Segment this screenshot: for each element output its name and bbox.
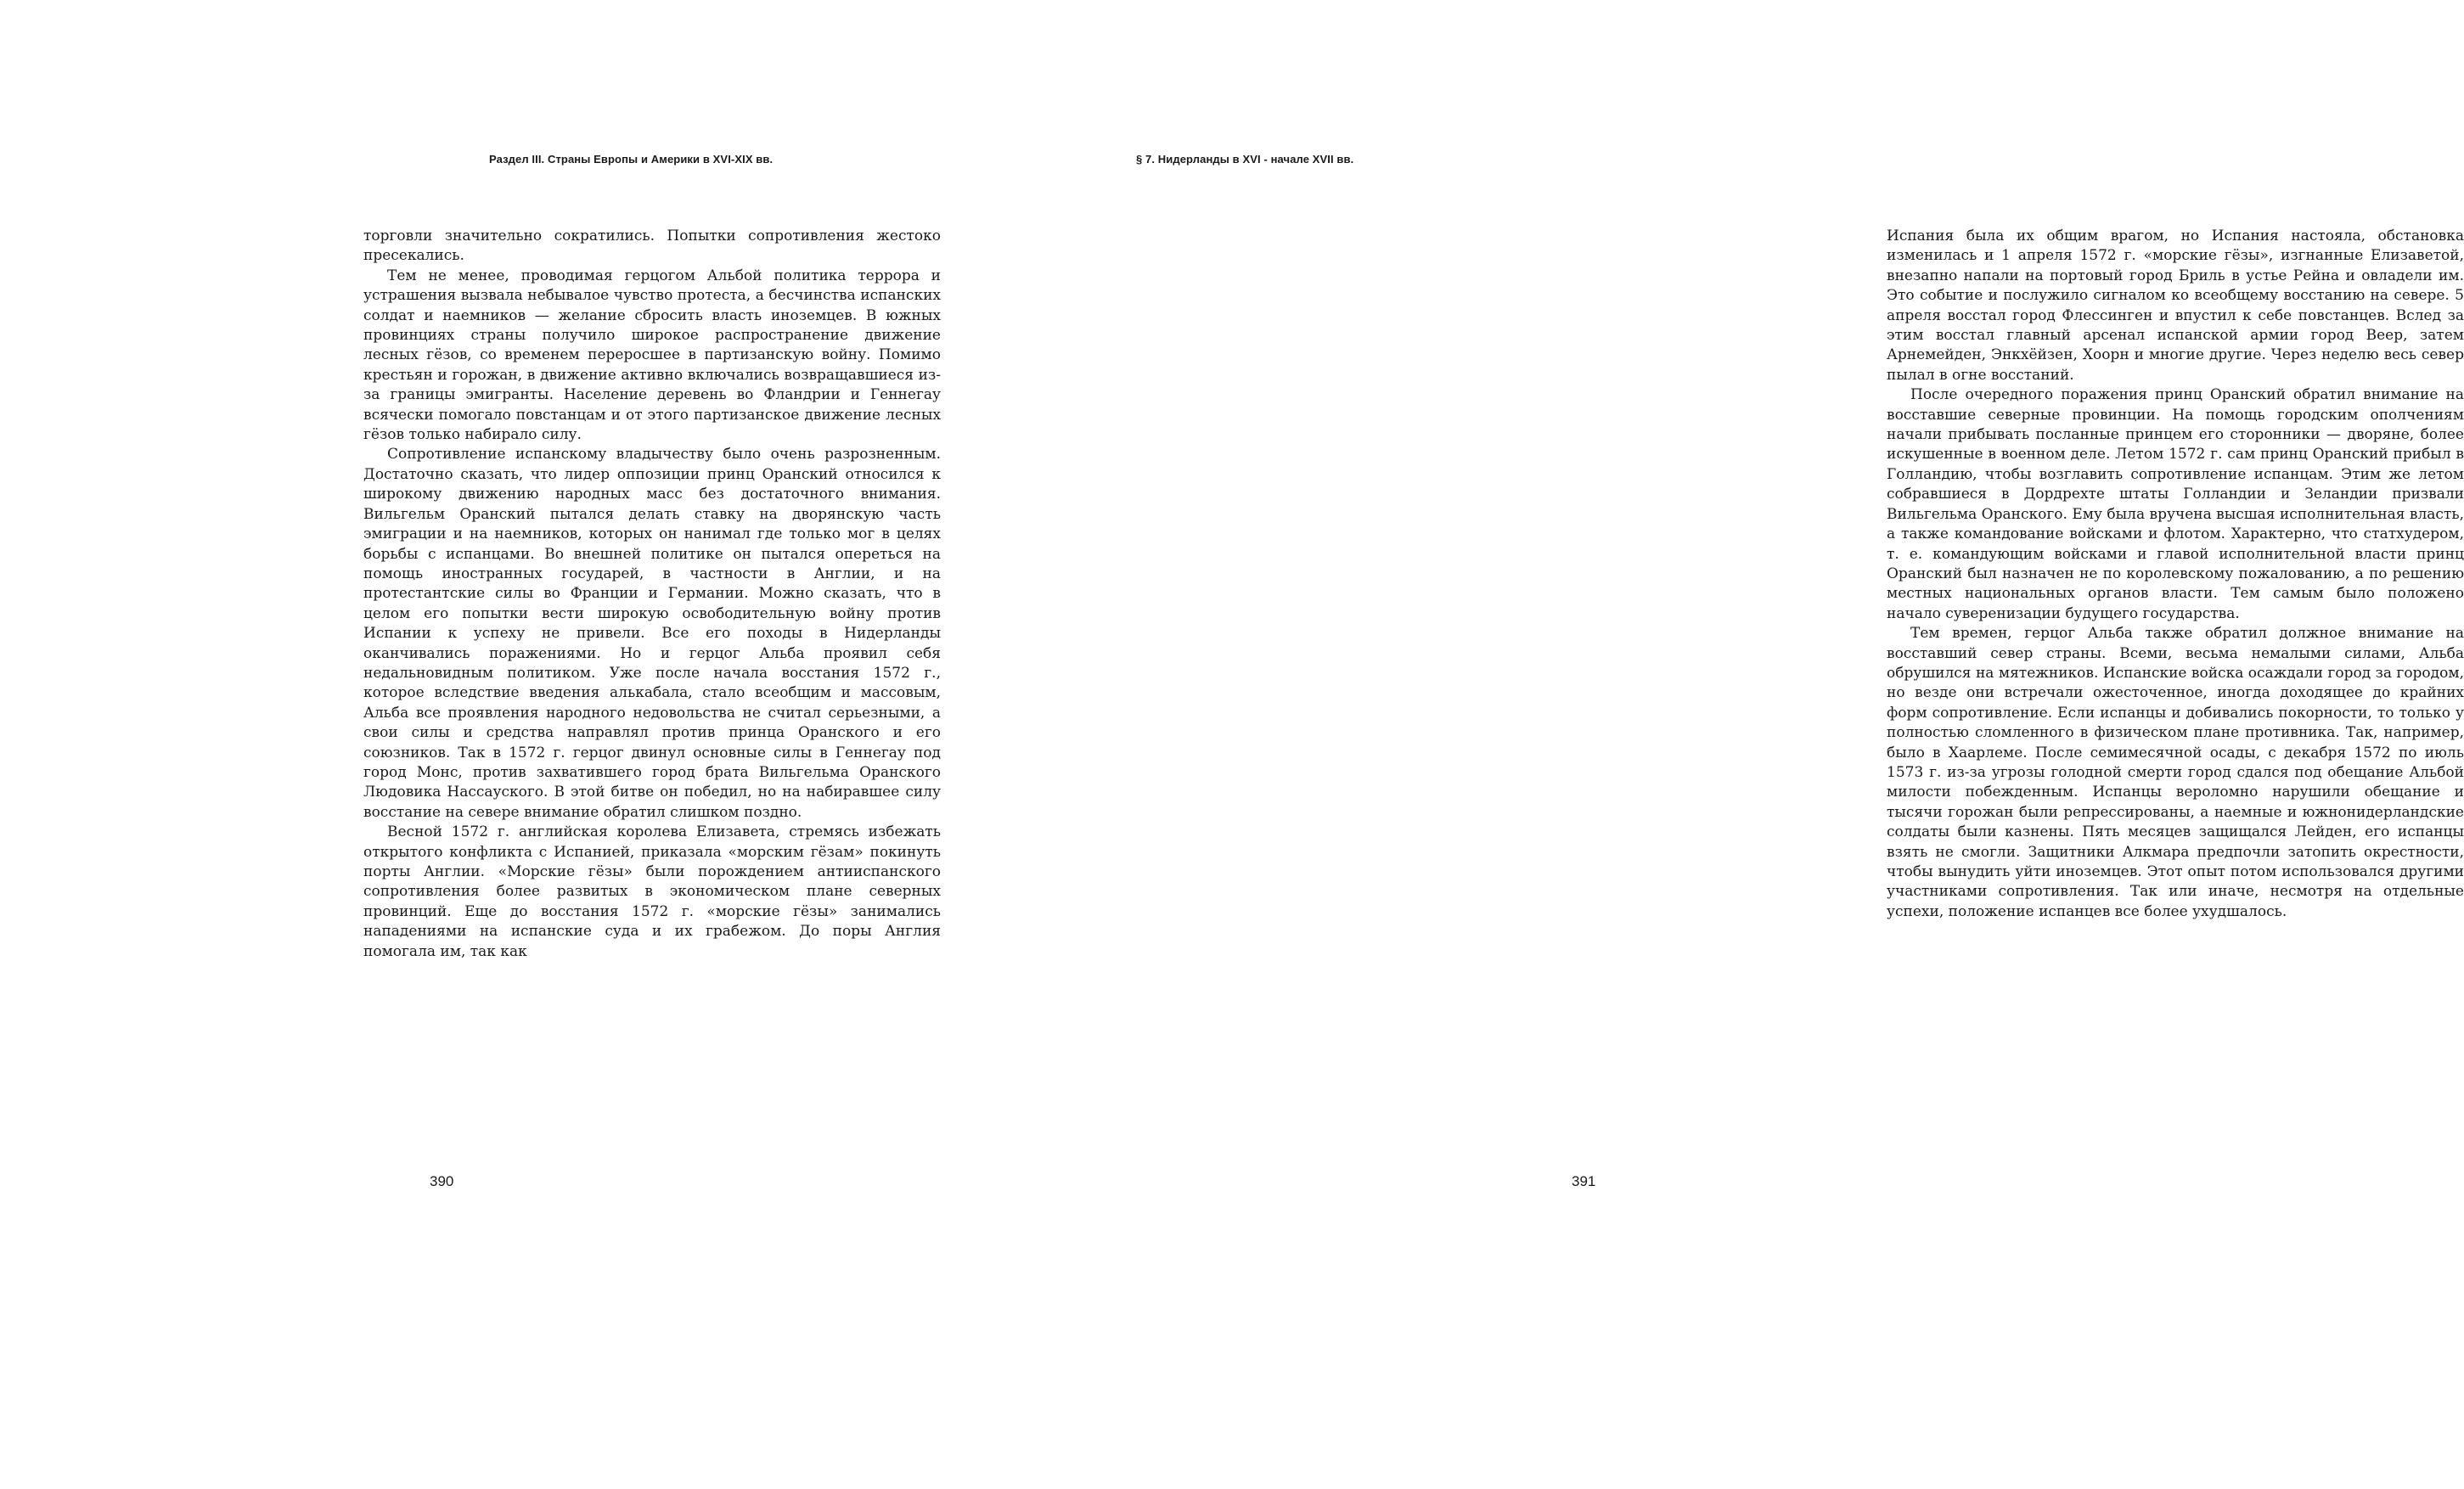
paragraph: торговли значительно сократились. Попытки сопротивления жестоко пресекались.	[363, 228, 941, 265]
right-page	[1053, 0, 2464, 1489]
page-number-right: 391	[1572, 1173, 1596, 1189]
text-column-right	[1887, 227, 2464, 922]
left-page	[0, 0, 1053, 1489]
paragraph: Испания была их общим врагом, но Испания настояла, обстановка изменилась и 1 апреля 1572 г. «морские гёзы», изгнанные Елизаветой, внезапно напали на портовый город Бриль в устье Рейна и овладели им. Это событие и послужило сигналом ко всеобщему восстанию на севере. 5 апреля восстал город Флессинген и впустил к себе повстанцев. Вслед за этим восстал главный арсенал испанской армии город Веер, затем Арнемейден, Энкхёйзен, Хоорн и многие другие. Через неделю весь север пылал в огне восстаний.	[1887, 228, 2464, 384]
page-number-left: 390	[430, 1173, 454, 1189]
paragraph: Тем не менее, проводимая герцогом Альбой политика террора и устрашения вызвала небывалое чувство протеста, а бесчинства испанских солдат и наемников — желание сбросить власть иноземцев. В южных провинциях страны получило широкое распространение движение лесных гёзов, со временем переросшее в партизанскую войну. Помимо крестьян и горожан, в движение активно включались возвращавшиеся из-за границы эмигранты. Население деревень во Фландрии и Геннегау всячески помогало повстанцам и от этого партизанское движение лесных гёзов только набирало силу.	[363, 267, 941, 444]
running-head-left: Раздел III. Страны Европы и Америки в XVI-XIX вв.	[489, 153, 774, 166]
paragraph: Тем времен, герцог Альба также обратил должное внимание на восставший север страны. Всеми, весьма немалыми силами, Альба обрушился на мятежников. Испанские войска осаждали город за городом, но везде они встречали ожесточенное, иногда доходящее до крайних форм сопротивление. Если испанцы и добивались покорности, то только у полностью сломленного в физическом плане противника. Так, например, было в Хаарлеме. После семимесячной осады, с декабря 1572 по июль 1573 г. из-за угрозы голодной смерти город сдался под обещание Альбой милости побежденным. Испанцы вероломно нарушили обещание и тысячи горожан были репрессированы, а наемные и южнонидерландские солдаты были казнены. Пять месяцев защищался Лейден, его испанцы взять не смогли. Защитники Алкмара предпочли затопить окрестности, чтобы вынудить уйти иноземцев. Этот опыт потом использовался другими участниками сопротивления. Так или иначе, несмотря на отдельные успехи, положение испанцев все более ухудшалось.	[1887, 625, 2464, 920]
paragraph: Сопротивление испанскому владычеству было очень разрозненным. Достаточно сказать, что лидер оппозиции принц Оранский относился к широкому движению народных масс без достаточного внимания. Вильгельм Оранский пытался делать ставку на дворянскую часть эмиграции и на наемников, которых он нанимал где только мог в целях борьбы с испанцами. Во внешней политике он пытался опереться на помощь иностранных государей, в частности в Англии, и на протестантские силы во Франции и Германии. Можно сказать, что в целом его попытки вести широкую освободительную войну против Испании к успеху не привели. Все его походы в Нидерланды оканчивались поражениями. Но и герцог Альба проявил себя недальновидным политиком. Уже после начала восстания 1572 г., которое вследствие введения алькабала, стало всеобщим и массовым, Альба все проявления народного недовольства не считал серьезными, а свои силы и средства направлял против принца Оранского и его союзников. Так в 1572 г. герцог двинул основные силы в Геннегау под город Монс, против захватившего город брата Вильгельма Оранского Людовика Нассауского. В этой битве он победил, но на набиравшее силу восстание на севере внимание обратил слишком поздно.	[363, 446, 941, 821]
paragraph: После очередного поражения принц Оранский обратил внимание на восставшие северные провинции. На помощь городским ополчениям начали прибывать посланные принцем его сторонники — дворяне, более искушенные в военном деле. Летом 1572 г. сам принц Оранский прибыл в Голландию, чтобы возглавить сопротивление испанцам. Этим же летом собравшиеся в Дордрехте штаты Голландии и Зеландии призвали Вильгельма Оранского. Ему была вручена высшая исполнительная власть, а также командование войсками и флотом. Характерно, что статхудером, т. е. командующим войсками и главой исполнительной власти принц Оранский был назначен не по королевскому пожалованию, а по решению местных национальных органов власти. Тем самым было положено начало суверенизации будущего государства.	[1887, 386, 2464, 622]
text-column-left	[363, 227, 941, 962]
running-head-right: § 7. Нидерланды в XVI - начале XVII вв.	[1136, 153, 1354, 166]
paragraph: Весной 1572 г. английская королева Елизавета, стремясь избежать открытого конфликта с Испанией, приказала «морским гёзам» покинуть порты Англии. «Морские гёзы» были порождением антииспанского сопротивления более развитых в экономическом плане северных провинций. Еще до восстания 1572 г. «морские гёзы» занимались нападениями на испанские суда и их грабежом. До поры Англия помогала им, так как	[363, 823, 941, 960]
